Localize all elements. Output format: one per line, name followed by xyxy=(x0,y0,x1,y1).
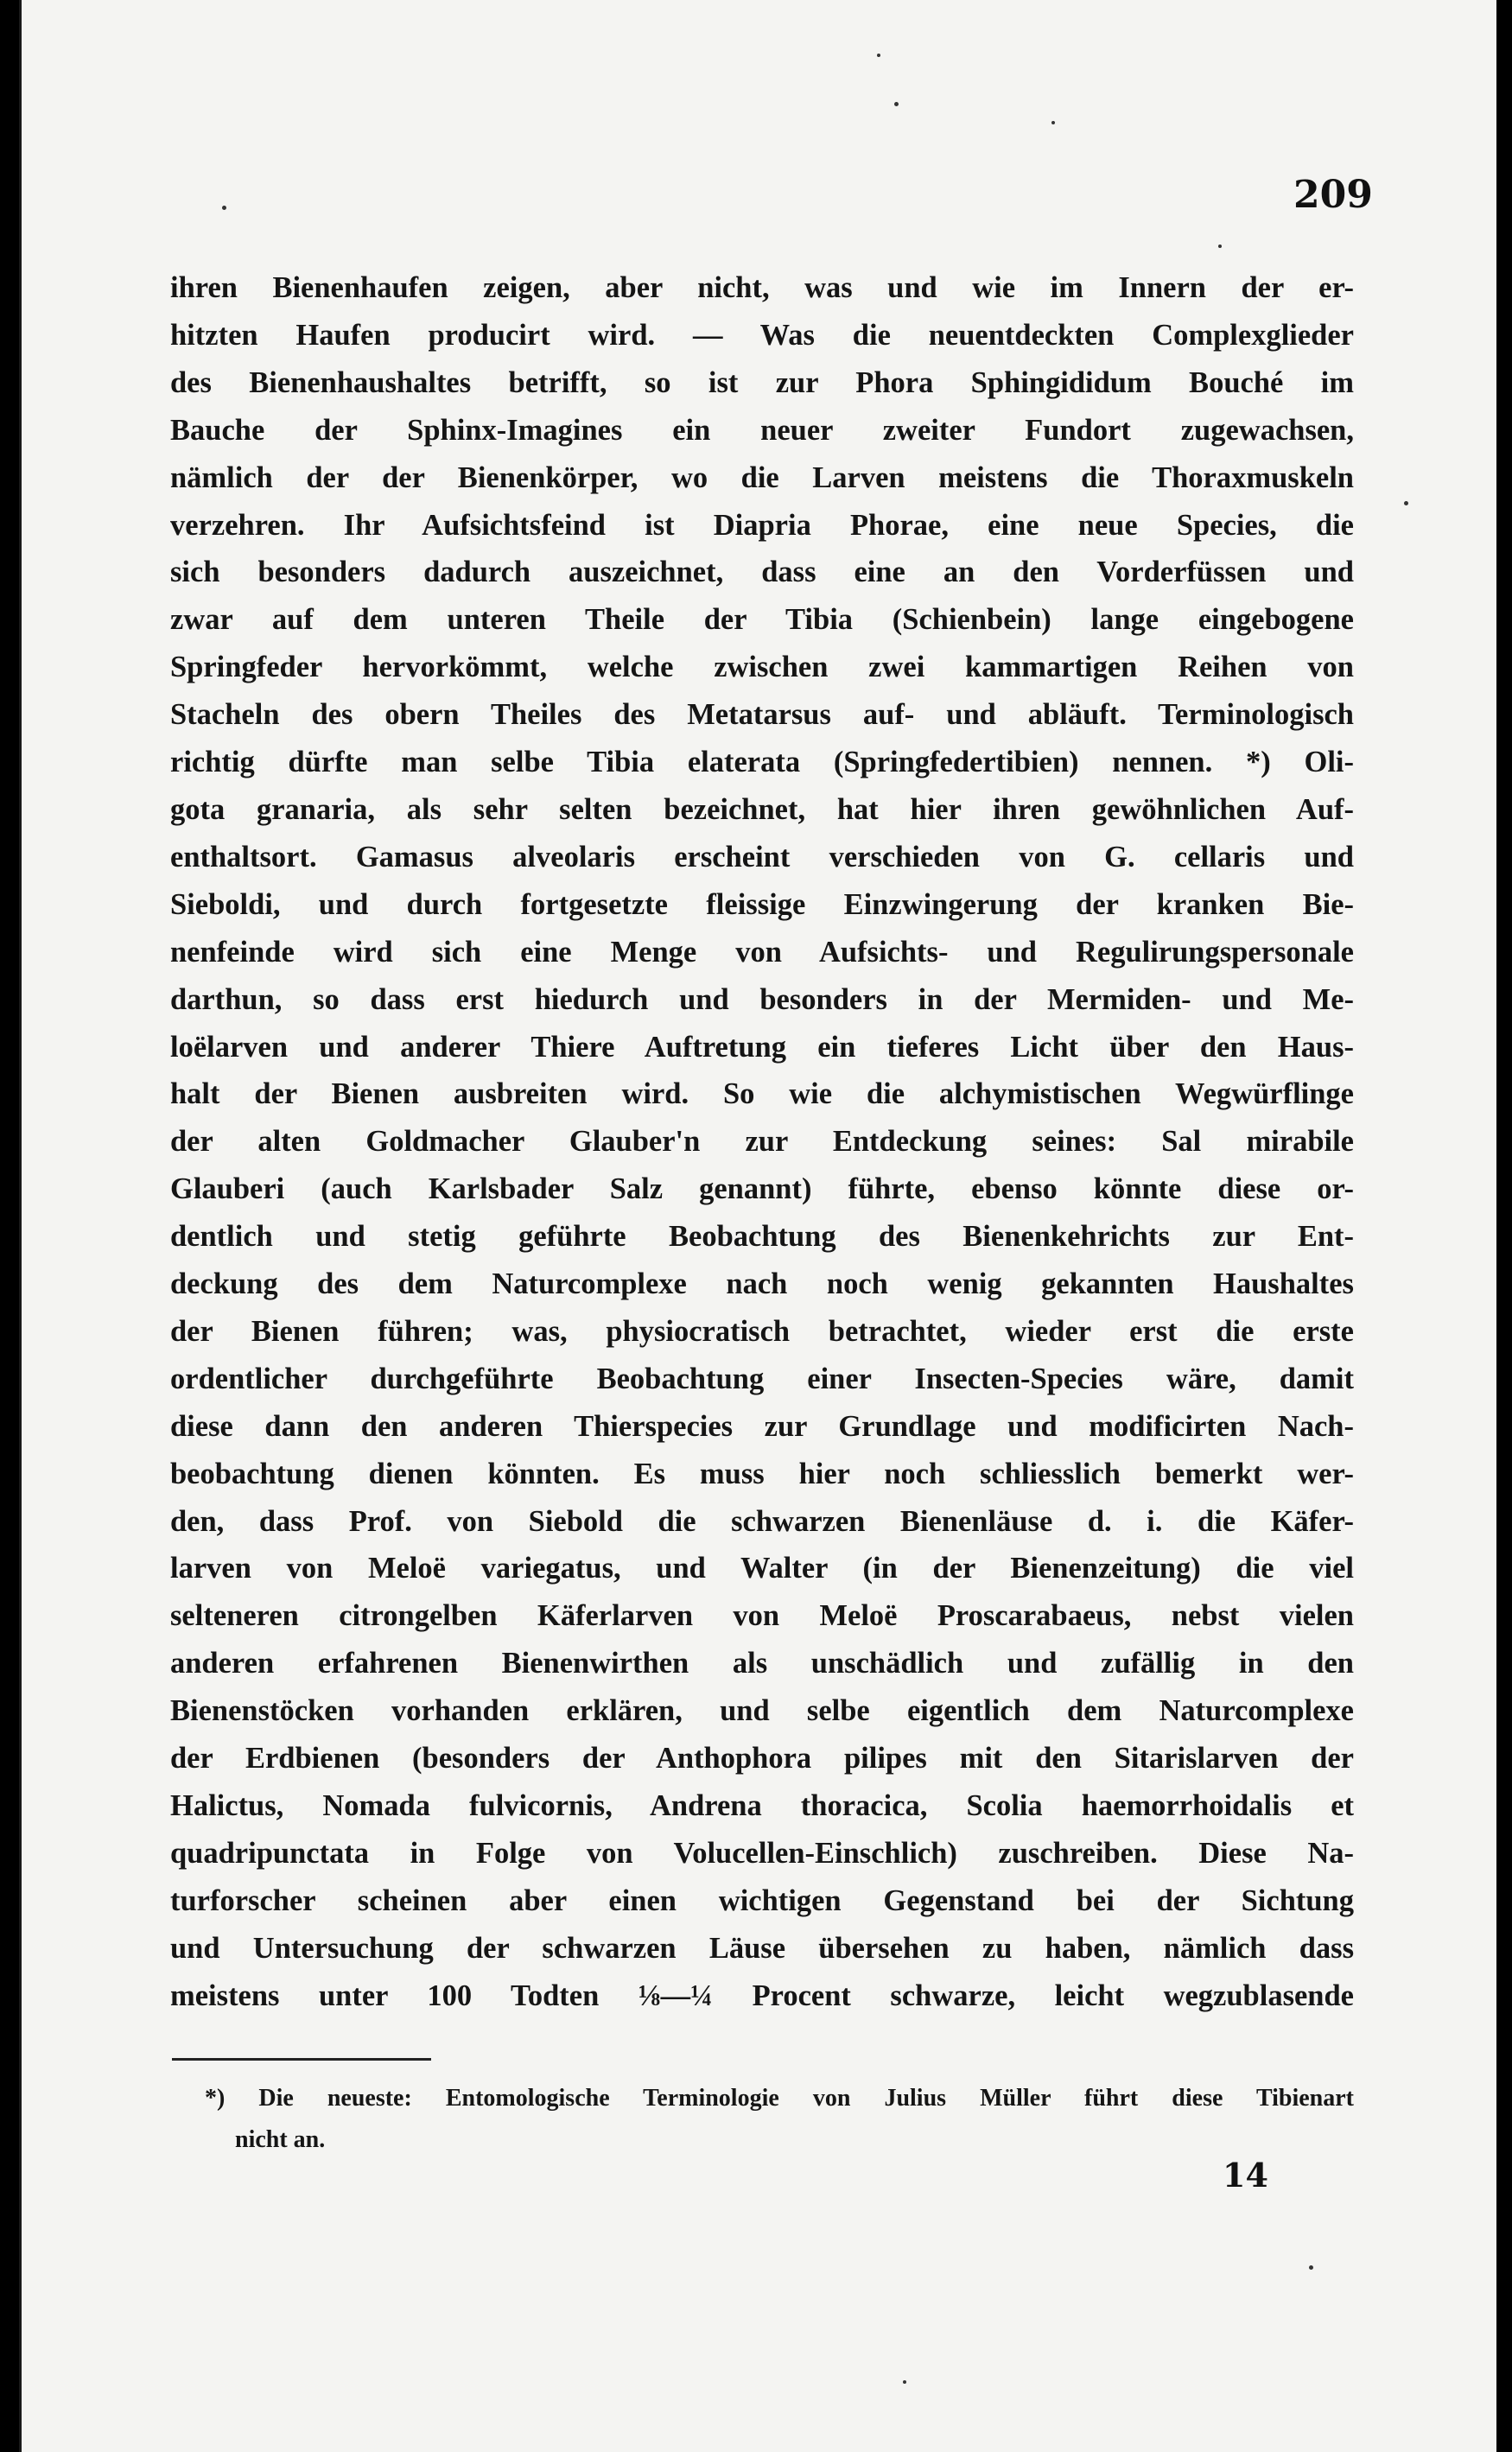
text-line: richtig dürfte man selbe Tibia elaterata (Springfedertibien) nennen. *) Oli- xyxy=(170,746,1354,779)
book-page xyxy=(19,0,1496,2452)
paper-speck xyxy=(894,102,899,106)
text-line: loëlarven und anderer Thiere Auftretung ein tieferes Licht über den Haus- xyxy=(170,1030,1354,1064)
text-line: nenfeinde wird sich eine Menge von Aufsichts- und Regulirungspersonale xyxy=(170,935,1354,969)
text-line: gota granaria, als sehr selten bezeichnet, hat hier ihren gewöhnlichen Auf- xyxy=(170,792,1354,826)
text-line: Bauche der Sphinx-Imagines ein neuer zweiter Fundort zugewachsen, xyxy=(170,413,1354,447)
text-line: sich besonders dadurch auszeichnet, dass eine an den Vorderfüssen und xyxy=(170,556,1354,589)
text-line: ordentlicher durchgeführte Beobachtung einer Insecten-Species wäre, damit xyxy=(170,1362,1354,1395)
page-number: 209 xyxy=(1293,173,1373,217)
text-line: Stacheln des obern Theiles des Metatarsus auf- und abläuft. Terminologisch xyxy=(170,698,1354,732)
paper-speck xyxy=(222,206,226,210)
text-line: selteneren citrongelben Käferlarven von Meloë Proscarabaeus, nebst vielen xyxy=(170,1599,1354,1633)
text-line: quadripunctata in Folge von Volucellen-Einschlich) zuschreiben. Diese Na- xyxy=(170,1836,1354,1870)
text-line: der Erdbienen (besonders der Anthophora pilipes mit den Sitarislarven der xyxy=(170,1742,1354,1775)
text-line: dentlich und stetig geführte Beobachtung des Bienenkehrichts zur Ent- xyxy=(170,1220,1354,1254)
text-line: nämlich der der Bienenkörper, wo die Larven meistens die Thoraxmuskeln xyxy=(170,461,1354,494)
paper-speck xyxy=(1404,501,1408,505)
paper-speck xyxy=(1218,245,1222,248)
text-line: darthun, so dass erst hiedurch und besonders in der Mermiden- und Me- xyxy=(170,982,1354,1016)
footnote-line: nicht an. xyxy=(235,2126,326,2153)
text-line: deckung des dem Naturcomplexe nach noch wenig gekannten Haushaltes xyxy=(170,1267,1354,1301)
footnote-line: *) Die neueste: Entomologische Terminologie von Julius Müller führt diese Tibienart xyxy=(205,2085,1354,2112)
text-line: hitzten Haufen producirt wird. — Was die neuentdeckten Complexglieder xyxy=(170,318,1354,352)
paper-speck xyxy=(903,2380,906,2384)
paper-speck xyxy=(1309,2265,1313,2270)
text-line: meistens unter 100 Todten ⅛—¼ Procent schwarze, leicht wegzublasende xyxy=(170,1979,1354,2012)
text-line: den, dass Prof. von Siebold die schwarzen Bienenläuse d. i. die Käfer- xyxy=(170,1504,1354,1538)
text-line: larven von Meloë variegatus, und Walter (in der Bienenzeitung) die viel xyxy=(170,1552,1354,1585)
signature-mark: 14 xyxy=(1223,2156,1268,2195)
text-line: ihren Bienenhaufen zeigen, aber nicht, was und wie im Innern der er- xyxy=(170,271,1354,304)
text-line: diese dann den anderen Thierspecies zur Grundlage und modificirten Nach- xyxy=(170,1409,1354,1443)
text-line: enthaltsort. Gamasus alveolaris erscheint verschieden von G. cellaris und xyxy=(170,840,1354,873)
text-line: halt der Bienen ausbreiten wird. So wie die alchymistischen Wegwürflinge xyxy=(170,1077,1354,1111)
text-line: des Bienenhaushaltes betrifft, so ist zur Phora Sphingididum Bouché im xyxy=(170,365,1354,399)
paper-speck xyxy=(1051,121,1055,124)
text-line: Bienenstöcken vorhanden erklären, und selbe eigentlich dem Naturcomplexe xyxy=(170,1694,1354,1728)
footnote xyxy=(205,2078,1354,2161)
text-line: turforscher scheinen aber einen wichtigen Gegenstand bei der Sichtung xyxy=(170,1883,1354,1917)
text-line: der alten Goldmacher Glauber'n zur Entdeckung seines: Sal mirabile xyxy=(170,1125,1354,1159)
text-line: Halictus, Nomada fulvicornis, Andrena thoracica, Scolia haemorrhoidalis et xyxy=(170,1789,1354,1822)
text-line: Glauberi (auch Karlsbader Salz genannt) führte, ebenso könnte diese or- xyxy=(170,1172,1354,1206)
body-text xyxy=(170,264,1354,2020)
text-line: verzehren. Ihr Aufsichtsfeind ist Diapria Phorae, eine neue Species, die xyxy=(170,508,1354,542)
text-line: Sieboldi, und durch fortgesetzte fleissige Einzwingerung der kranken Bie- xyxy=(170,887,1354,921)
text-line: anderen erfahrenen Bienenwirthen als unschädlich und zufällig in den xyxy=(170,1647,1354,1680)
text-line: und Untersuchung der schwarzen Läuse übersehen zu haben, nämlich dass xyxy=(170,1931,1354,1965)
text-line: Springfeder hervorkömmt, welche zwischen zwei kammartigen Reihen von xyxy=(170,651,1354,684)
text-line: der Bienen führen; was, physiocratisch betrachtet, wieder erst die erste xyxy=(170,1314,1354,1348)
text-line: beobachtung dienen könnten. Es muss hier noch schliesslich bemerkt wer- xyxy=(170,1457,1354,1490)
paper-speck xyxy=(877,54,880,57)
text-line: zwar auf dem unteren Theile der Tibia (Schienbein) lange eingebogene xyxy=(170,603,1354,637)
footnote-rule xyxy=(172,2058,431,2061)
